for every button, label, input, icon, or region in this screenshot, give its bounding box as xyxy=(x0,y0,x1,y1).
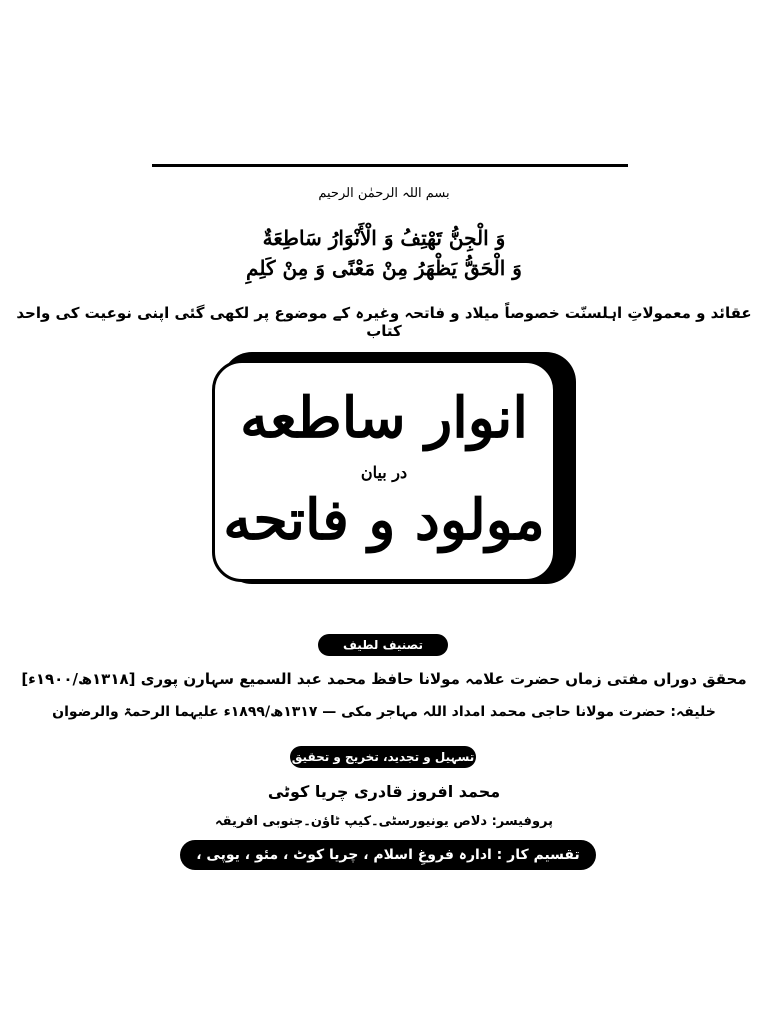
title-line-1: انوار ساطعه xyxy=(240,385,528,451)
authorship-label: تصنیف لطیف xyxy=(318,634,448,656)
title-box xyxy=(212,360,556,582)
distribution-banner: تقسیم کار : ادارہ فروغِ اسلام ، چریا کوٹ ، مئو ، یوپی ، انڈیا xyxy=(180,840,596,870)
professor-affiliation: پروفیسر: دلاص یونیورسٹی۔کیپ ٹاؤن۔جنوبی افریقہ xyxy=(215,814,553,829)
top-rule xyxy=(152,164,628,167)
title-middle: در بیان xyxy=(360,463,408,482)
verse-line-2: وَ الْحَقُّ يَظْهَرُ مِنْ مَعْنًى وَ مِنْ كَلِمِ xyxy=(246,256,522,280)
editing-label: تسہیل و تجدید، تخریج و تحقیق xyxy=(290,746,476,768)
bismillah: بسم اللہ الرحمٰن الرحیم xyxy=(318,186,450,201)
book-subtitle: عقائد و معمولاتِ اہلسنّت خصوصاً میلاد و فاتحہ وغیرہ کے موضوع پر لکھی گئی اپنی نوعیت کی واحد کتاب xyxy=(16,304,752,340)
khalifa-line: خلیفہ: حضرت مولانا حاجی محمد امداد اللہ مہاجر مکی — ۱۳۱۷ھ/۱۸۹۹ء علیہما الرحمۃ والرضوان xyxy=(52,704,716,720)
verse-line-1: وَ الْجِنُّ تَهْتِفُ وَ الْأَنْوَارُ سَاطِعَةٌ xyxy=(262,226,506,250)
editor-name: محمد افروز قادری چریا کوٹی xyxy=(267,782,501,801)
title-line-2: مولود و فاتحه xyxy=(223,487,545,553)
author-line: محقق دوراں مفتی زماں حضرت علامہ مولانا حافظ محمد عبد السمیع سہارن پوری [۱۳۱۸ھ/۱۹۰۰ء] xyxy=(21,670,747,688)
